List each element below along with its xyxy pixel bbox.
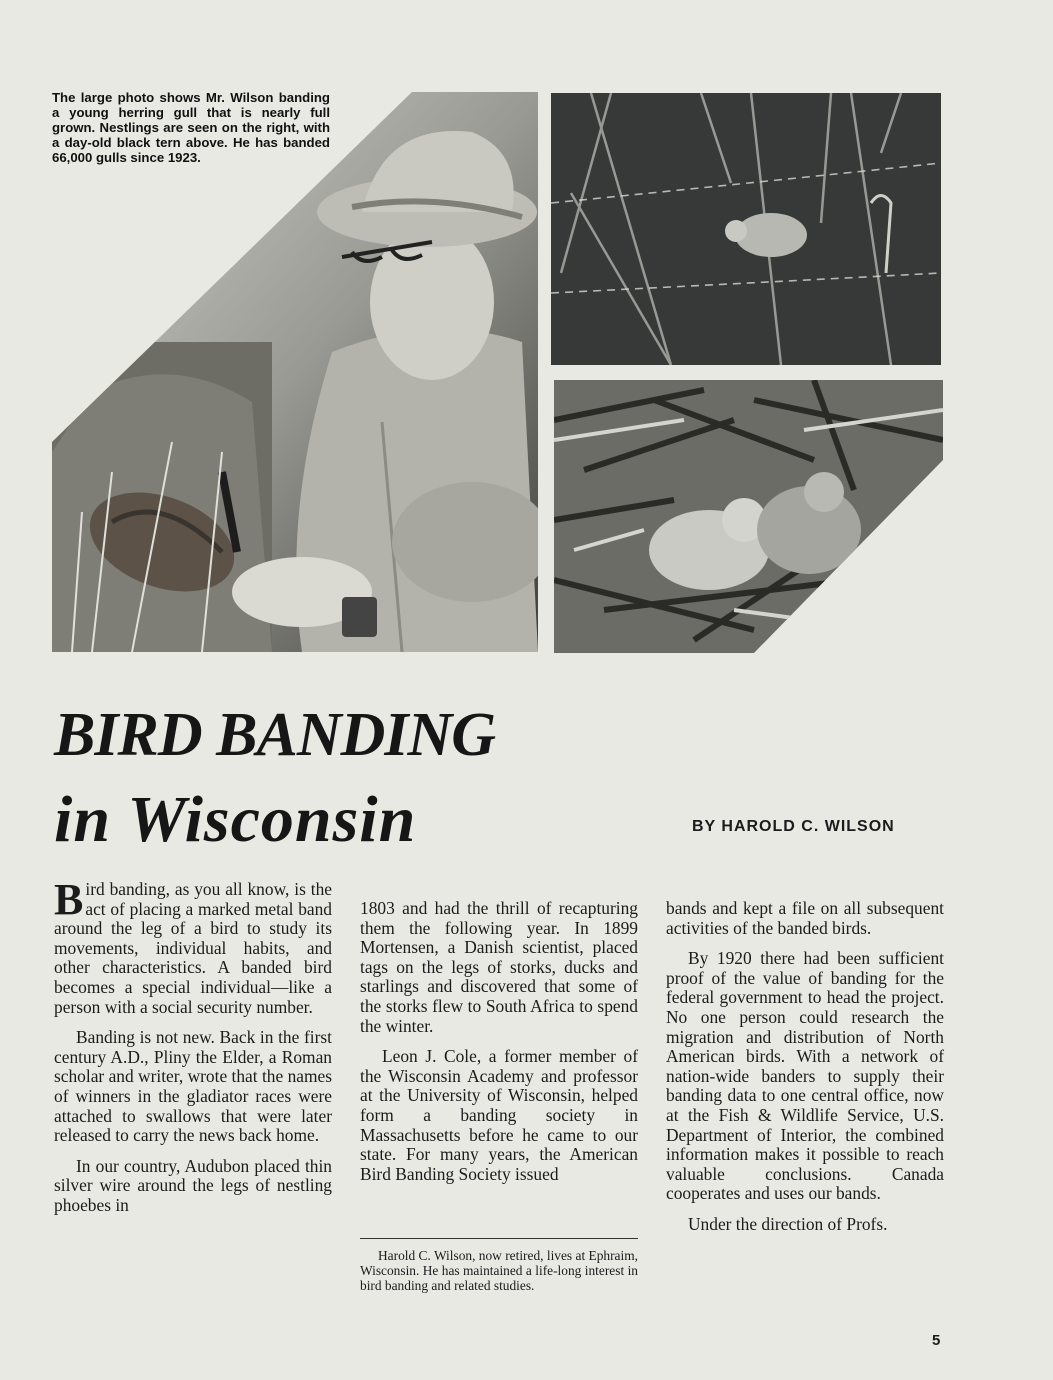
photo-caption: The large photo shows Mr. Wilson banding a young herring gull that is nearly full grown. Nestlings are seen on the right, with a day-old black tern above. He has banded 66,000 gulls since 1923.	[52, 90, 330, 165]
article-column-2	[360, 899, 638, 1195]
author-footnote: Harold C. Wilson, now retired, lives at Ephraim, Wisconsin. He has maintained a life-long interest in bird banding and related studies.	[360, 1248, 638, 1293]
paragraph: In our country, Audubon placed thin silver wire around the legs of nestling phoebes in	[54, 1155, 332, 1215]
photo-gull-nestlings	[554, 380, 943, 653]
paragraph: 1803 and had the thrill of recapturing them the following year. In 1899 Mortensen, a Danish scientist, placed tags on the legs of storks, ducks and starlings and discovered that some of the storks flew to South Africa to spend the winter.	[360, 898, 638, 1036]
page-number: 5	[932, 1332, 941, 1349]
paragraph: Banding is not new. Back in the first century A.D., Pliny the Elder, a Roman scholar and writer, wrote that the names of winners in the gladiator races were attached to swallows that were later released to carry the news back home.	[54, 1027, 332, 1146]
article-subtitle: in Wisconsin	[54, 783, 417, 856]
paragraph: Under the direction of Profs.	[688, 1213, 888, 1234]
paragraph: bands and kept a file on all subsequent activities of the banded birds.	[666, 898, 944, 938]
footnote-divider	[360, 1238, 638, 1239]
drop-cap: B	[54, 875, 84, 924]
paragraph: By 1920 there had been sufficient proof of the value of banding for the federal government to head the project. No one person could research the migration and distribution of North American birds. With a network of nation-wide banders to supply their banding data to one central office, now at the Fish & Wildlife Service, U.S. Department of Interior, the combined information makes it possible to reach valuable conclusions. Canada cooperates and uses our bands.	[666, 948, 944, 1204]
photo-black-tern-chick	[551, 93, 941, 365]
article-column-3	[666, 899, 944, 1246]
paragraph	[54, 875, 332, 1017]
byline: BY HAROLD C. WILSON	[692, 818, 895, 835]
article-column-1	[54, 875, 332, 1227]
article-title: BIRD BANDING	[54, 701, 496, 769]
paragraph-text: ird banding, as you all know, is the act of placing a marked metal band around the leg of a bird to study its movements, individual habits, and other characteristics. A banded bird becomes a special individual—like a person with a social security number.	[54, 879, 332, 1017]
paragraph: Leon J. Cole, a former member of the Wisconsin Academy and professor at the University of Wisconsin, helped form a banding society in Massachusetts before he came to our state. For many years, the American Bird Banding Society issued	[360, 1046, 638, 1184]
photo-wilson-banding-gull	[52, 92, 538, 652]
